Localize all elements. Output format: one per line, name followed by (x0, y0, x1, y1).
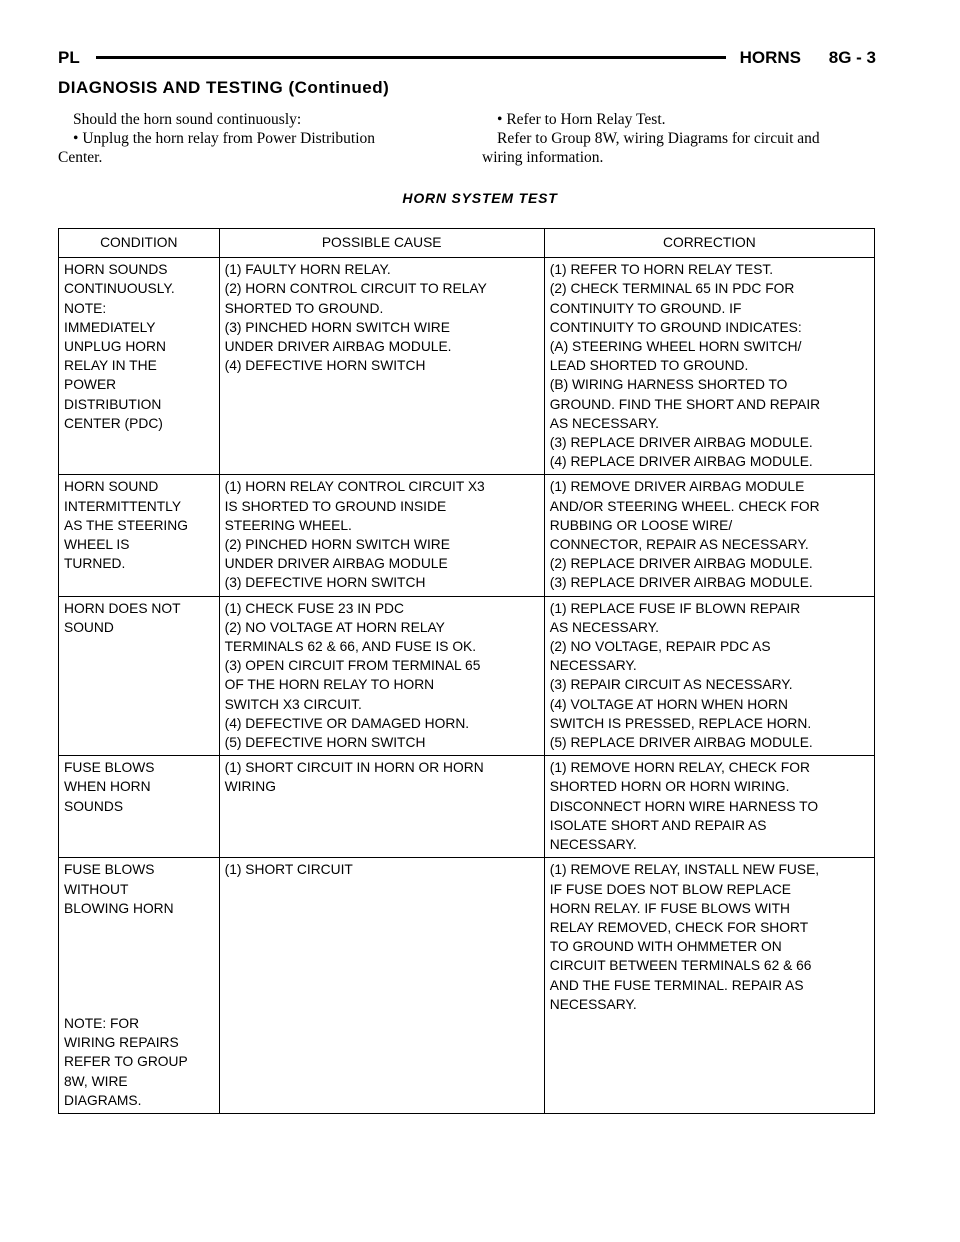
cell-line: (3) DEFECTIVE HORN SWITCH (224, 575, 426, 591)
body-column-left (58, 110, 454, 167)
cell-line: FUSE BLOWS (64, 862, 155, 878)
column-header-condition: CONDITION (59, 229, 220, 258)
bullet-text: Refer to Horn Relay Test. (506, 111, 666, 128)
table-title: HORN SYSTEM TEST (402, 190, 558, 206)
cell-line: (4) VOLTAGE AT HORN WHEN HORN (549, 696, 788, 712)
cell-line: IMMEDIATELY (64, 319, 156, 335)
cell-line: SHORTED HORN OR HORN WIRING. (549, 779, 790, 795)
cell-line: HORN SOUNDS (64, 262, 168, 278)
body-column-right (482, 110, 878, 167)
cell-line: (2) REPLACE DRIVER AIRBAG MODULE. (549, 556, 813, 572)
cell-line: (3) REPAIR CIRCUIT AS NECESSARY. (549, 677, 793, 693)
cell-line: (2) CHECK TERMINAL 65 IN PDC FOR (549, 281, 795, 297)
correction-cell (544, 596, 874, 756)
cell-line: (1) FAULTY HORN RELAY. (224, 262, 391, 278)
table-row (59, 756, 875, 858)
cause-cell (219, 596, 544, 756)
cell-line: RELAY REMOVED, CHECK FOR SHORT (549, 919, 809, 935)
correction-cell (544, 756, 874, 858)
cell-line: AS NECESSARY. (549, 415, 659, 431)
cell-line: STEERING WHEEL. (224, 517, 352, 533)
bullet-item (482, 110, 878, 129)
horn-system-test-table (58, 228, 875, 1114)
reference-paragraph-continuation: wiring information. (482, 149, 604, 166)
cause-cell (219, 858, 544, 1114)
header-rule (96, 56, 726, 59)
cell-line: (2) NO VOLTAGE, REPAIR PDC AS (549, 639, 771, 655)
cell-spacer (64, 918, 214, 1014)
cell-line: (1) SHORT CIRCUIT IN HORN OR HORN (224, 760, 484, 776)
cell-line: AND THE FUSE TERMINAL. REPAIR AS (549, 977, 804, 993)
cell-line: (1) HORN RELAY CONTROL CIRCUIT X3 (224, 479, 485, 495)
cell-line: HORN SOUND (64, 479, 159, 495)
header-section-title: HORNS (739, 48, 801, 67)
condition-cell (59, 756, 220, 858)
reference-paragraph: Refer to Group 8W, wiring Diagrams for circuit and (497, 130, 820, 147)
cell-line: NOTE: (64, 300, 107, 316)
cell-line: DISCONNECT HORN WIRE HARNESS TO (549, 798, 819, 814)
cell-line: SWITCH X3 CIRCUIT. (224, 696, 362, 712)
cause-cell (219, 475, 544, 596)
cell-line: GROUND. FIND THE SHORT AND REPAIR (549, 396, 821, 412)
cell-line: (4) DEFECTIVE HORN SWITCH (224, 358, 426, 374)
cell-line: (1) REMOVE DRIVER AIRBAG MODULE (549, 479, 805, 495)
table-note-line: DIAGRAMS. (64, 1092, 142, 1108)
cell-line: (1) REMOVE HORN RELAY, CHECK FOR (549, 760, 810, 776)
condition-cell (59, 258, 220, 475)
cell-line: (2) PINCHED HORN SWITCH WIRE (224, 537, 450, 553)
column-header-cause: POSSIBLE CAUSE (219, 229, 544, 258)
cell-line: SOUND (64, 619, 114, 635)
cell-line: (2) NO VOLTAGE AT HORN RELAY (224, 619, 445, 635)
cell-line: CONNECTOR, REPAIR AS NECESSARY. (549, 537, 809, 553)
cell-line: UNDER DRIVER AIRBAG MODULE. (224, 339, 452, 355)
intro-paragraph: Should the horn sound continuously: (73, 111, 302, 128)
cell-line: CONTINUOUSLY. (64, 281, 175, 297)
cell-line: OF THE HORN RELAY TO HORN (224, 677, 435, 693)
correction-cell (544, 858, 874, 1114)
table-row (59, 858, 875, 1114)
cell-line: SWITCH IS PRESSED, REPLACE HORN. (549, 715, 812, 731)
correction-cell (544, 475, 874, 596)
cell-line: WIRING (224, 779, 276, 795)
cell-line: WHEN HORN (64, 779, 151, 795)
cell-line: (3) PINCHED HORN SWITCH WIRE (224, 319, 450, 335)
cell-line: HORN RELAY. IF FUSE BLOWS WITH (549, 900, 790, 916)
cell-line: UNDER DRIVER AIRBAG MODULE (224, 556, 448, 572)
cell-line: NECESSARY. (549, 837, 637, 853)
cause-cell (219, 756, 544, 858)
cell-line: NECESSARY. (549, 658, 637, 674)
cell-line: ISOLATE SHORT AND REPAIR AS (549, 817, 767, 833)
cell-line: NECESSARY. (549, 996, 637, 1012)
condition-cell (59, 596, 220, 756)
cause-cell (219, 258, 544, 475)
cell-line: WITHOUT (64, 881, 129, 897)
cell-line: IF FUSE DOES NOT BLOW REPLACE (549, 881, 792, 897)
condition-cell (59, 858, 220, 1114)
table-row (59, 258, 875, 475)
cell-line: (1) REPLACE FUSE IF BLOWN REPAIR (549, 600, 801, 616)
running-header (58, 48, 876, 68)
condition-cell (59, 475, 220, 596)
cell-line: CIRCUIT BETWEEN TERMINALS 62 & 66 (549, 958, 812, 974)
cell-line: AS NECESSARY. (549, 619, 659, 635)
cell-line: (2) HORN CONTROL CIRCUIT TO RELAY (224, 281, 487, 297)
cell-line: (4) REPLACE DRIVER AIRBAG MODULE. (549, 454, 813, 470)
cell-line: TURNED. (64, 556, 126, 572)
cell-line: CENTER (PDC) (64, 415, 163, 431)
cell-line: CONTINUITY TO GROUND. IF (549, 300, 742, 316)
cell-line: (5) DEFECTIVE HORN SWITCH (224, 735, 426, 751)
cell-line: (3) OPEN CIRCUIT FROM TERMINAL 65 (224, 658, 481, 674)
bullet-glyph: • (497, 111, 503, 128)
table-note-line: WIRING REPAIRS (64, 1035, 179, 1051)
cell-line: FUSE BLOWS (64, 760, 155, 776)
table-note-line: 8W, WIRE (64, 1073, 128, 1089)
header-manual-code: PL (58, 48, 80, 67)
cell-line: HORN DOES NOT (64, 600, 181, 616)
section-subheading: DIAGNOSIS AND TESTING (Continued) (58, 78, 390, 97)
header-page-number: 8G - 3 (828, 48, 876, 67)
cell-line: RUBBING OR LOOSE WIRE/ (549, 517, 733, 533)
cell-line: CONTINUITY TO GROUND INDICATES: (549, 319, 802, 335)
cell-line: (1) CHECK FUSE 23 IN PDC (224, 600, 404, 616)
cell-line: BLOWING HORN (64, 900, 174, 916)
cell-line: WHEEL IS (64, 537, 130, 553)
cell-line: (1) REMOVE RELAY, INSTALL NEW FUSE, (549, 862, 820, 878)
cell-line: TERMINALS 62 & 66, AND FUSE IS OK. (224, 639, 477, 655)
bullet-item (58, 129, 454, 148)
cell-line: (1) REFER TO HORN RELAY TEST. (549, 262, 774, 278)
cell-line: DISTRIBUTION (64, 396, 162, 412)
cell-line: AS THE STEERING (64, 517, 188, 533)
cell-line: IS SHORTED TO GROUND INSIDE (224, 498, 447, 514)
table-note-line: NOTE: FOR (64, 1015, 140, 1031)
table-note-line: REFER TO GROUP (64, 1054, 188, 1070)
cell-line: LEAD SHORTED TO GROUND. (549, 358, 749, 374)
cell-line: SHORTED TO GROUND. (224, 300, 384, 316)
bullet-glyph: • (73, 130, 79, 147)
cell-line: (3) REPLACE DRIVER AIRBAG MODULE. (549, 575, 813, 591)
bullet-text: Unplug the horn relay from Power Distribution (82, 130, 376, 147)
cell-line: POWER (64, 377, 117, 393)
column-header-correction: CORRECTION (544, 229, 874, 258)
cell-line: TO GROUND WITH OHMMETER ON (549, 939, 782, 955)
cell-line: (A) STEERING WHEEL HORN SWITCH/ (549, 339, 802, 355)
table-row (59, 596, 875, 756)
bullet-continuation: Center. (58, 149, 103, 166)
cell-line: (5) REPLACE DRIVER AIRBAG MODULE. (549, 735, 813, 751)
cell-line: (3) REPLACE DRIVER AIRBAG MODULE. (549, 435, 813, 451)
cell-line: UNPLUG HORN (64, 339, 166, 355)
correction-cell (544, 258, 874, 475)
table-header-row (59, 229, 875, 258)
cell-line: AND/OR STEERING WHEEL. CHECK FOR (549, 498, 820, 514)
table-row (59, 475, 875, 596)
cell-line: RELAY IN THE (64, 358, 157, 374)
cell-line: (1) SHORT CIRCUIT (224, 862, 353, 878)
cell-line: (4) DEFECTIVE OR DAMAGED HORN. (224, 715, 470, 731)
cell-line: INTERMITTENTLY (64, 498, 182, 514)
cell-line: SOUNDS (64, 798, 124, 814)
cell-line: (B) WIRING HARNESS SHORTED TO (549, 377, 788, 393)
